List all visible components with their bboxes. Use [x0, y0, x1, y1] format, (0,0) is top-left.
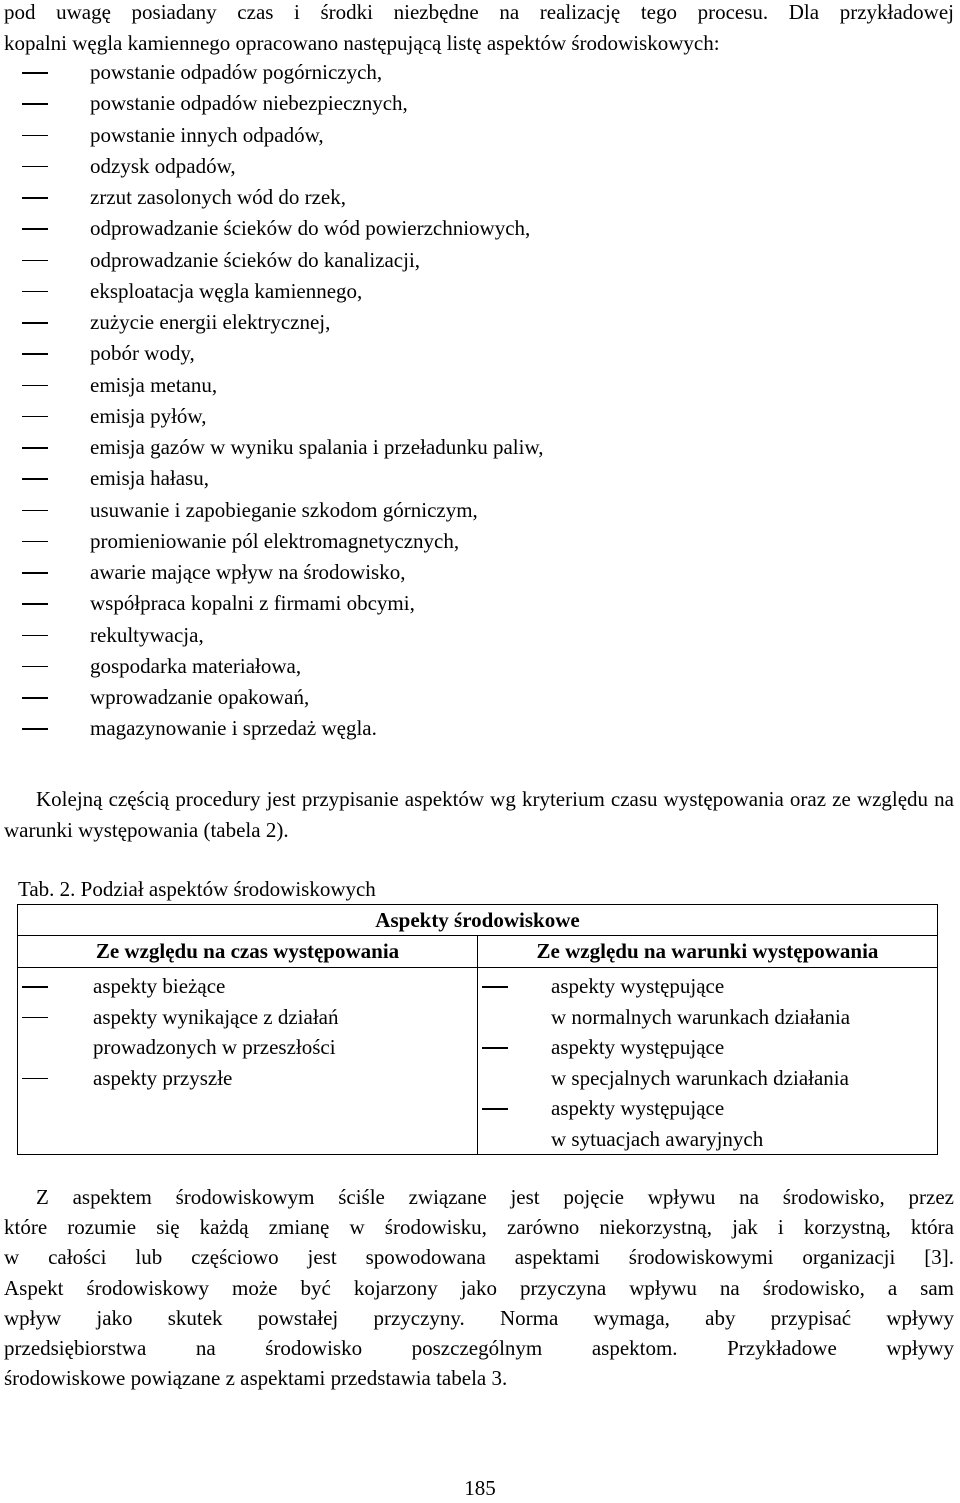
list-item-text: prowadzonych w przeszłości — [93, 1035, 336, 1059]
table-caption: Tab. 2. Podział aspektów środowiskowych — [18, 877, 376, 901]
dash-bullet — [22, 322, 48, 324]
list-item-text: emisja hałasu, — [90, 466, 209, 491]
list-item — [4, 182, 544, 213]
paragraph-line: które rozumie się każdą zmianę w środowisku, zarówno niekorzystną, jak i korzystną, która — [4, 1215, 954, 1240]
table-column-header: Ze względu na czas występowania — [18, 936, 478, 968]
paragraph-line: w całości lub częściowo jest spowodowana aspektami środowiskowymi organizacji [3]. — [4, 1245, 954, 1270]
list-item — [4, 495, 544, 526]
list-item-text: w normalnych warunkach działania — [551, 1004, 851, 1029]
list-item-text: emisja pyłów, — [90, 403, 207, 428]
list-item-text: aspekty wynikające z działań — [93, 1004, 339, 1029]
list-item-text: odzysk odpadów, — [90, 153, 236, 178]
list-item-text: aspekty przyszłe — [93, 1065, 233, 1090]
list-item — [4, 526, 544, 557]
dash-bullet — [22, 728, 48, 730]
dash-bullet — [22, 103, 48, 105]
table-cell-time — [18, 968, 478, 1155]
list-item-text: w specjalnych warunkach działania — [551, 1065, 849, 1090]
dash-bullet — [22, 986, 48, 988]
dash-bullet — [22, 697, 48, 699]
list-item-text: magazynowanie i sprzedaż węgla. — [90, 716, 377, 741]
list-item — [4, 307, 544, 338]
list-item — [18, 1063, 477, 1094]
list-item-text: odprowadzanie ścieków do kanalizacji, — [90, 247, 421, 272]
list-item-text: usuwanie i zapobieganie szkodom górniczym, — [90, 497, 478, 522]
list-item — [18, 1002, 477, 1063]
time-aspects-list — [18, 968, 477, 1093]
list-item-text: awarie mające wpływ na środowisko, — [90, 560, 406, 584]
aspects-list — [4, 57, 544, 745]
list-item — [4, 682, 544, 713]
paragraph-impact — [4, 1182, 954, 1393]
list-item — [4, 620, 544, 651]
list-item-text: powstanie odpadów pogórniczych, — [90, 60, 383, 84]
list-item-text: eksploatacja węgla kamiennego, — [90, 278, 363, 303]
list-item-text: rekultywacja, — [90, 622, 204, 647]
paragraph-line: środowiskowe powiązane z aspektami przedstawia tabela 3. — [4, 1366, 508, 1391]
list-item-text: zużycie energii elektrycznej, — [90, 310, 331, 334]
dash-bullet — [22, 541, 48, 543]
table-main-header: Aspekty środowiskowe — [18, 905, 938, 936]
dash-bullet — [22, 666, 48, 668]
list-item — [478, 971, 937, 1032]
list-item-text: emisja gazów w wyniku spalania i przeładunku paliw, — [90, 435, 544, 459]
list-item-text: aspekty bieżące — [93, 974, 226, 998]
list-item-text: aspekty występujące — [551, 1096, 725, 1120]
list-item — [4, 88, 544, 119]
intro-line: pod uwagę posiadany czas i środki niezbędne na realizację tego procesu. Dla przykładowej — [4, 0, 954, 24]
dash-bullet — [22, 353, 48, 355]
dash-bullet — [22, 197, 48, 199]
dash-bullet — [22, 228, 48, 230]
list-item — [4, 151, 544, 182]
dash-bullet — [22, 72, 48, 74]
dash-bullet — [482, 1108, 508, 1110]
table-column-header: Ze względu na warunki występowania — [478, 936, 938, 968]
list-item — [4, 57, 544, 88]
dash-bullet — [22, 416, 48, 418]
dash-bullet — [22, 635, 48, 637]
list-item — [4, 213, 544, 244]
conditions-aspects-list — [478, 968, 937, 1154]
list-item — [4, 557, 544, 588]
dash-bullet — [22, 135, 48, 137]
table-cell-conditions — [478, 968, 938, 1155]
list-item-text: pobór wody, — [90, 341, 195, 366]
list-item-text: aspekty występujące — [551, 974, 725, 998]
paragraph-line: Z aspektem środowiskowym ściśle związane jest pojęcie wpływu na środowisko, przez — [36, 1185, 954, 1209]
list-item-text: promieniowanie pól elektromagnetycznych, — [90, 528, 460, 553]
dash-bullet — [22, 447, 48, 449]
dash-bullet — [22, 385, 48, 387]
list-item-text: emisja metanu, — [90, 372, 218, 397]
list-item-text: gospodarka materiałowa, — [90, 653, 302, 678]
list-item — [4, 120, 544, 151]
dash-bullet — [22, 1017, 48, 1019]
intro-line: kopalni węgla kamiennego opracowano następującą listę aspektów środowiskowych: — [4, 31, 720, 55]
list-item — [4, 651, 544, 682]
paragraph-line: Aspekt środowiskowy może być kojarzony jako przyczyna wpływu na środowisko, a sam — [4, 1275, 954, 1300]
dash-bullet — [482, 1047, 508, 1049]
page-number: 185 — [464, 1476, 496, 1500]
list-item — [4, 713, 544, 744]
list-item-text: powstanie odpadów niebezpiecznych, — [90, 91, 408, 116]
list-item — [478, 1093, 937, 1154]
intro-paragraph — [4, 0, 954, 59]
paragraph-text: Kolejną częścią procedury jest przypisanie aspektów wg kryterium czasu występowania oraz ze względu na warunki występowania (tabela 2). — [4, 787, 954, 842]
dash-bullet — [22, 260, 48, 262]
list-item — [4, 401, 544, 432]
dash-bullet — [22, 603, 48, 605]
dash-bullet — [482, 986, 508, 988]
list-item — [478, 1032, 937, 1093]
paragraph-line: wpływ jako skutek powstałej przyczyny. Norma wymaga, aby przypisać wpływy — [4, 1305, 954, 1330]
aspects-table — [17, 904, 938, 1155]
paragraph-line: przedsiębiorstwa na środowisko poszczególnym aspektom. Przykładowe wpływy — [4, 1336, 954, 1361]
list-item — [4, 245, 544, 276]
paragraph-procedure — [4, 784, 954, 846]
list-item — [4, 463, 544, 494]
list-item-text: aspekty występujące — [551, 1035, 725, 1059]
list-item — [4, 588, 544, 619]
dash-bullet — [22, 478, 48, 480]
list-item — [4, 432, 544, 463]
dash-bullet — [22, 166, 48, 168]
dash-bullet — [22, 1078, 48, 1080]
list-item-text: wprowadzanie opakowań, — [90, 685, 310, 709]
list-item — [4, 338, 544, 369]
list-item — [18, 971, 477, 1002]
list-item-text: odprowadzanie ścieków do wód powierzchniowych, — [90, 216, 531, 241]
dash-bullet — [22, 572, 48, 574]
list-item-text: w sytuacjach awaryjnych — [551, 1126, 764, 1151]
dash-bullet — [22, 510, 48, 512]
list-item-text: zrzut zasolonych wód do rzek, — [90, 185, 346, 209]
list-item-text: powstanie innych odpadów, — [90, 122, 324, 147]
list-item-text: współpraca kopalni z firmami obcymi, — [90, 591, 415, 616]
dash-bullet — [22, 291, 48, 293]
list-item — [4, 370, 544, 401]
list-item — [4, 276, 544, 307]
